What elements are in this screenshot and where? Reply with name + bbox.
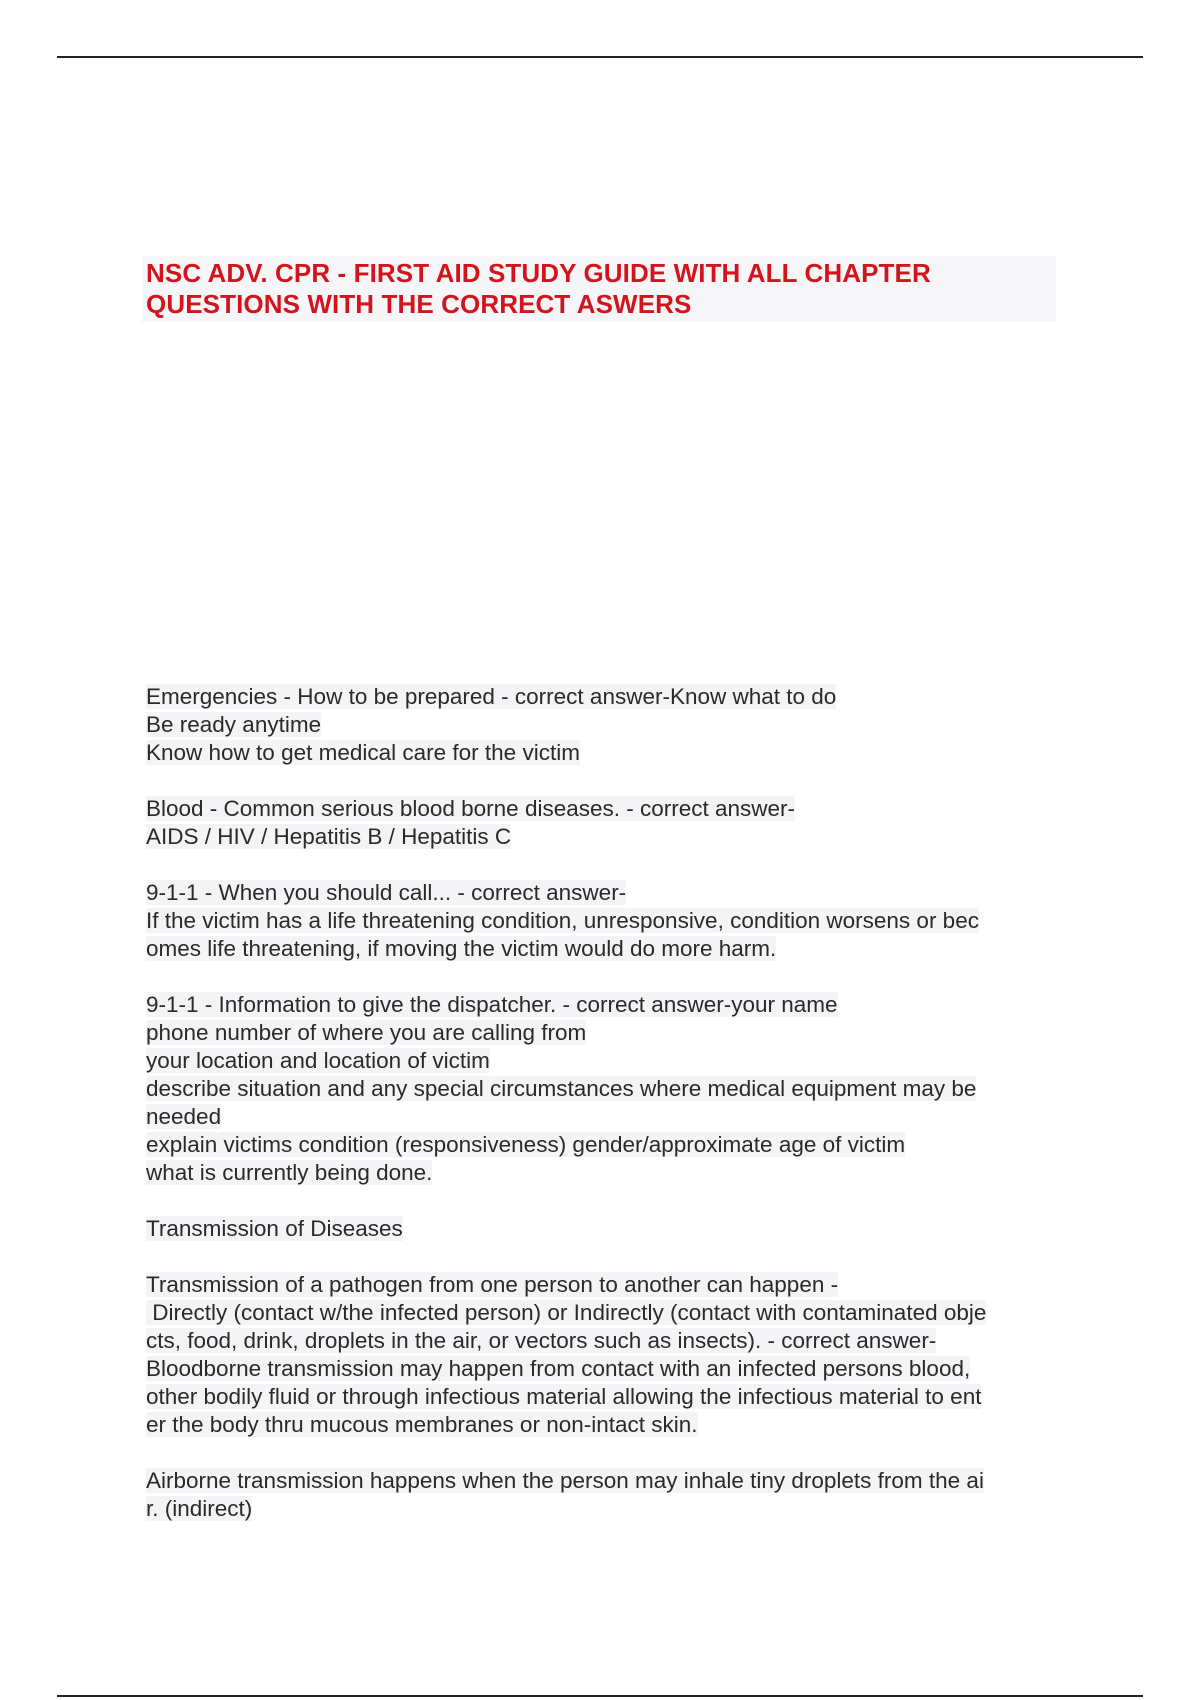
document-title	[142, 256, 1056, 322]
body-line: Blood - Common serious blood borne diseases. - correct answer-	[146, 796, 796, 821]
body-line: your location and location of victim	[146, 1048, 490, 1073]
body-line: Transmission of a pathogen from one person to another can happen -	[146, 1272, 839, 1297]
body-line: Airborne transmission happens when the person may inhale tiny droplets from the ai	[146, 1468, 984, 1493]
body-line: other bodily fluid or through infectious material allowing the infectious material to ent	[146, 1384, 982, 1409]
body-line: Bloodborne transmission may happen from contact with an infected persons blood,	[146, 1356, 971, 1381]
body-line: AIDS / HIV / Hepatitis B / Hepatitis C	[146, 824, 512, 849]
body-line: Transmission of Diseases	[146, 1216, 403, 1241]
body-line: explain victims condition (responsiveness) gender/approximate age of victim	[146, 1132, 906, 1157]
header-rule	[57, 56, 1143, 58]
body-line: 9-1-1 - Information to give the dispatcher. - correct answer-your name	[146, 992, 838, 1017]
body-line: If the victim has a life threatening condition, unresponsive, condition worsens or bec	[146, 908, 979, 933]
document-body	[146, 683, 1066, 1523]
qa-block-blood	[146, 795, 1066, 851]
body-line: omes life threatening, if moving the victim would do more harm.	[146, 936, 777, 961]
body-line: needed	[146, 1104, 222, 1129]
qa-block-emergencies	[146, 683, 1066, 767]
body-line: r. (indirect)	[146, 1496, 253, 1521]
body-line: what is currently being done.	[146, 1160, 433, 1185]
qa-block-911-when	[146, 879, 1066, 963]
qa-block-airborne	[146, 1467, 1066, 1523]
body-line: Directly (contact w/the infected person) or Indirectly (contact with contaminated obje	[146, 1300, 987, 1325]
body-line: describe situation and any special circumstances where medical equipment may be	[146, 1076, 977, 1101]
body-line: er the body thru mucous membranes or non-intact skin.	[146, 1412, 698, 1437]
body-line: phone number of where you are calling from	[146, 1020, 587, 1045]
title-line: NSC ADV. CPR - FIRST AID STUDY GUIDE WITH ALL CHAPTER	[146, 258, 931, 288]
section-heading-transmission	[146, 1215, 1066, 1243]
qa-block-transmission	[146, 1271, 1066, 1439]
body-line: Know how to get medical care for the victim	[146, 740, 580, 765]
body-line: Be ready anytime	[146, 712, 322, 737]
qa-block-911-info	[146, 991, 1066, 1187]
body-line: 9-1-1 - When you should call... - correct answer-	[146, 880, 627, 905]
title-line: QUESTIONS WITH THE CORRECT ASWERS	[146, 289, 692, 319]
body-line: cts, food, drink, droplets in the air, or vectors such as insects). - correct answer-	[146, 1328, 937, 1353]
body-line: Emergencies - How to be prepared - correct answer-Know what to do	[146, 684, 837, 709]
footer-rule	[57, 1695, 1143, 1697]
